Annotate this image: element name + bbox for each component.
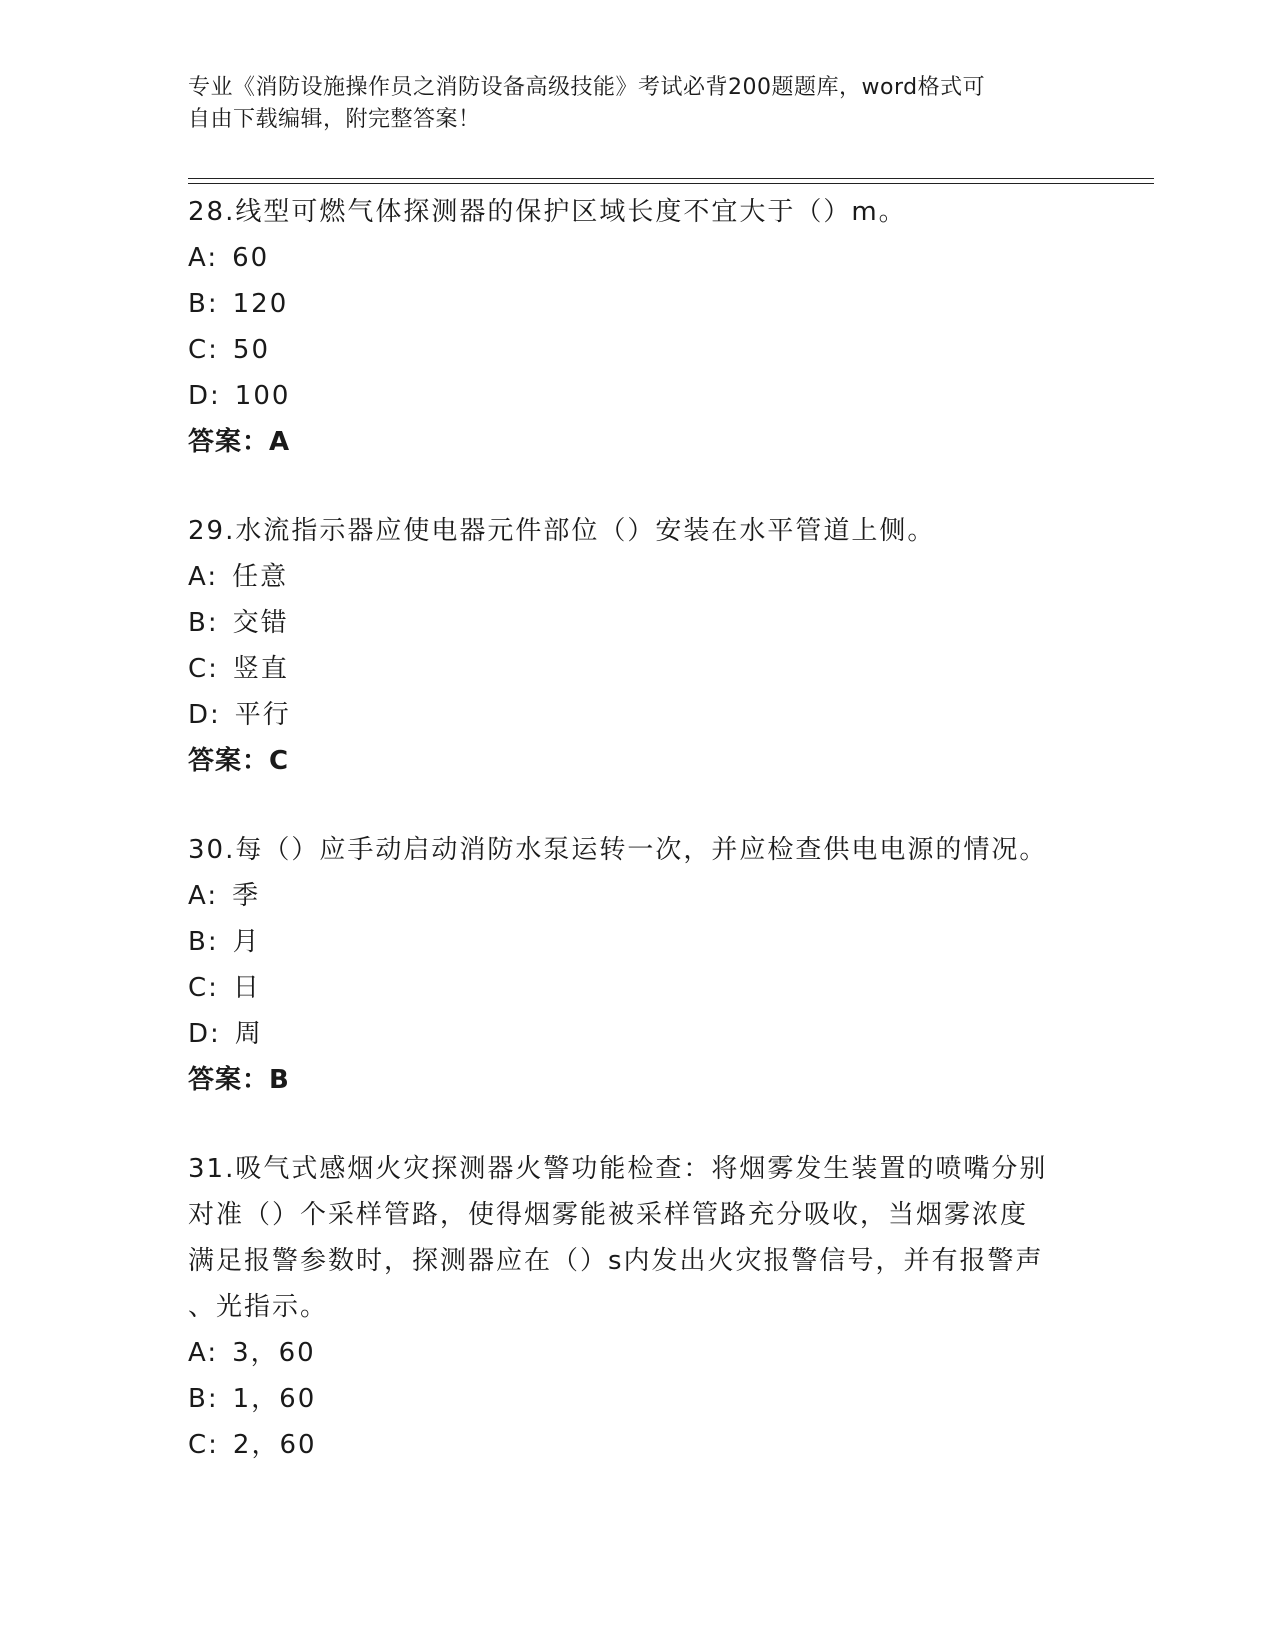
option-c — [188, 646, 1088, 692]
option-b — [188, 919, 1088, 965]
option-key: A: — [188, 562, 219, 592]
question-stem: 28.线型可燃气体探测器的保护区域长度不宜大于（）m。 — [188, 197, 907, 227]
question-28 — [188, 189, 1088, 465]
option-key: B: — [188, 927, 219, 957]
option-key: B: — [188, 1384, 219, 1414]
option-d — [188, 373, 1088, 419]
question-stem-line: 31.吸气式感烟火灾探测器火警功能检查：将烟雾发生装置的喷嘴分别 — [188, 1154, 1048, 1184]
option-key: C: — [188, 1430, 219, 1460]
option-text: 50 — [232, 335, 271, 365]
option-a — [188, 873, 1088, 919]
option-a — [188, 554, 1088, 600]
answer-line: 答案：C — [188, 746, 290, 776]
question-31 — [188, 1146, 1088, 1468]
option-key: A: — [188, 1338, 219, 1368]
option-key: B: — [188, 289, 219, 319]
option-a — [188, 1330, 1088, 1376]
option-key: A: — [188, 881, 219, 911]
option-a — [188, 235, 1088, 281]
question-stem-line: 对准（）个采样管路，使得烟雾能被采样管路充分吸收，当烟雾浓度 — [188, 1200, 1029, 1230]
option-key: B: — [188, 608, 219, 638]
option-b — [188, 281, 1088, 327]
option-text: 季 — [232, 881, 261, 911]
option-d — [188, 1011, 1088, 1057]
option-text: 周 — [234, 1019, 263, 1049]
answer-line: 答案：B — [188, 1065, 290, 1095]
option-text: 月 — [232, 927, 261, 957]
document-header — [188, 72, 1088, 136]
option-text: 100 — [234, 381, 291, 411]
header-line-1: 专业《消防设施操作员之消防设备高级技能》考试必背200题题库，word格式可 — [188, 75, 986, 100]
option-c — [188, 327, 1088, 373]
option-text: 3，60 — [232, 1338, 316, 1368]
question-stem: 30.每（）应手动启动消防水泵运转一次，并应检查供电电源的情况。 — [188, 835, 1048, 865]
option-text: 日 — [232, 973, 261, 1003]
option-key: C: — [188, 335, 219, 365]
answer-line: 答案：A — [188, 427, 291, 457]
option-text: 平行 — [234, 700, 291, 730]
option-text: 竖直 — [232, 654, 289, 684]
option-key: A: — [188, 243, 219, 273]
question-30 — [188, 827, 1088, 1103]
option-text: 120 — [232, 289, 289, 319]
option-text: 任意 — [232, 562, 289, 592]
option-key: C: — [188, 654, 219, 684]
question-list — [188, 189, 1088, 1468]
option-text: 交错 — [232, 608, 289, 638]
option-b — [188, 600, 1088, 646]
option-b — [188, 1376, 1088, 1422]
option-c — [188, 1422, 1088, 1468]
option-text: 2，60 — [232, 1430, 317, 1460]
option-key: C: — [188, 973, 219, 1003]
header-line-2: 自由下载编辑，附完整答案！ — [188, 107, 481, 132]
option-key: D: — [188, 381, 221, 411]
header-divider-bottom — [188, 183, 1154, 184]
question-29 — [188, 508, 1088, 784]
header-divider-top — [188, 178, 1154, 179]
option-text: 60 — [232, 243, 270, 273]
question-stem-line: 满足报警参数时，探测器应在（）s内发出火灾报警信号，并有报警声 — [188, 1246, 1044, 1276]
option-c — [188, 965, 1088, 1011]
option-d — [188, 692, 1088, 738]
option-text: 1，60 — [232, 1384, 317, 1414]
option-key: D: — [188, 700, 221, 730]
option-key: D: — [188, 1019, 221, 1049]
question-stem: 29.水流指示器应使电器元件部位（）安装在水平管道上侧。 — [188, 516, 936, 546]
question-stem-line: 、光指示。 — [188, 1292, 329, 1322]
